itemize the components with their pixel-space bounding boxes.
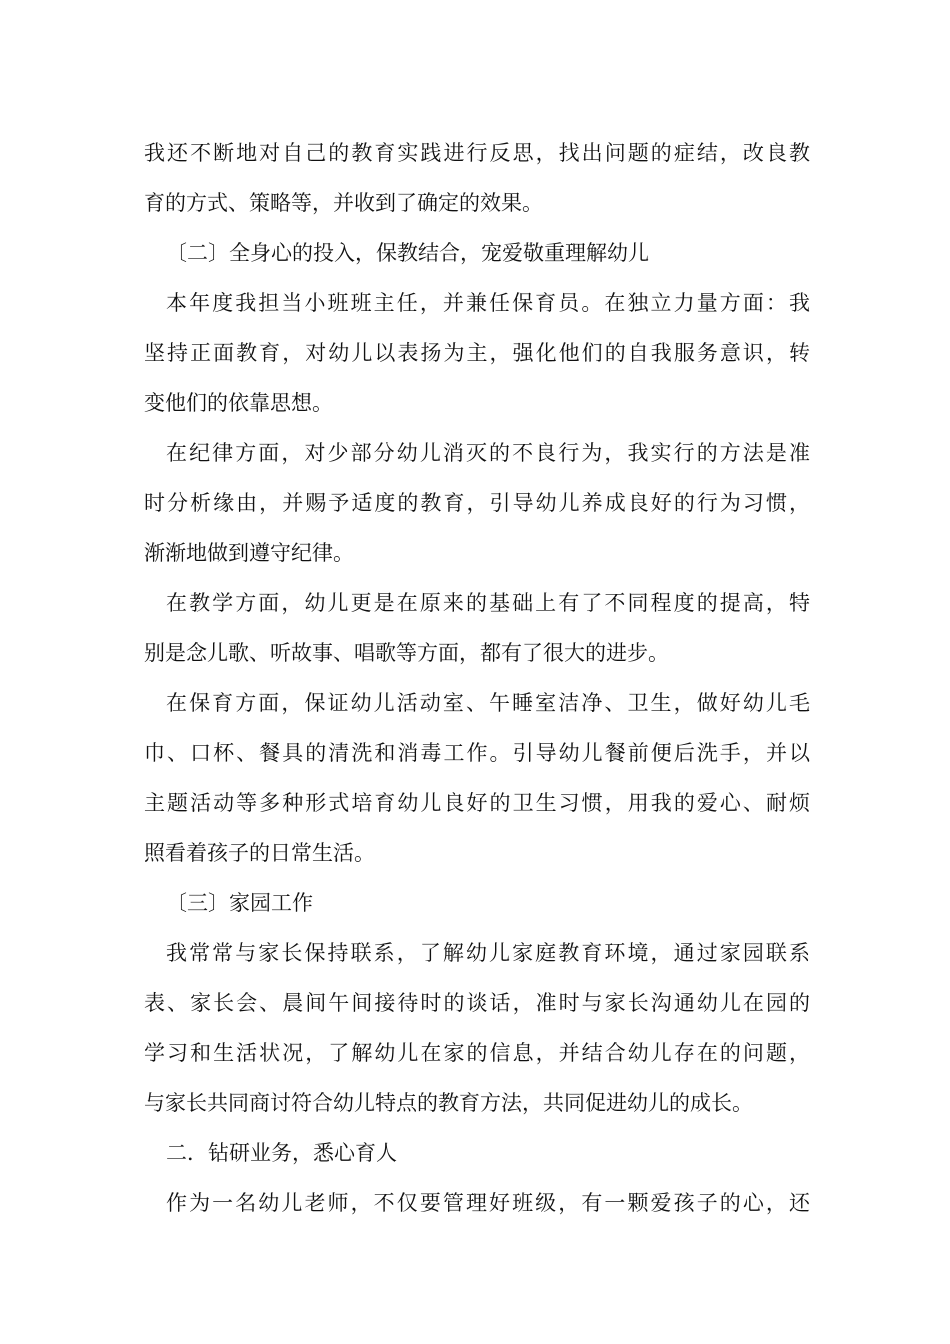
text-line: 表、家长会、晨间午间接待时的谈话，准时与家长沟通幼儿在园的 [144,991,810,1015]
text-line: 本年度我担当小班班主任，并兼任保育员。在独立力量方面：我 [166,291,810,315]
text-line: 在纪律方面，对少部分幼儿消灭的不良行为，我实行的方法是准 [166,441,810,465]
text-line: 在保育方面，保证幼儿活动室、午睡室洁净、卫生，做好幼儿毛 [166,691,810,715]
text-line: 在教学方面，幼儿更是在原来的基础上有了不同程度的提高，特 [166,591,810,615]
section-heading: 二．钻研业务，悉心育人 [166,1141,397,1165]
text-line: 照看着孩子的日常生活。 [144,841,375,865]
section-heading: 〔三〕家园工作 [166,891,313,915]
text-line: 育的方式、策略等，并收到了确定的效果。 [144,191,543,215]
text-line: 坚持正面教育，对幼儿以表扬为主，强化他们的自我服务意识，转 [144,341,810,365]
section-heading: 〔二〕全身心的投入，保教结合，宠爱敬重理解幼儿 [166,241,649,265]
text-line: 主题活动等多种形式培育幼儿良好的卫生习惯，用我的爱心、耐烦 [144,791,810,815]
text-line: 学习和生活状况，了解幼儿在家的信息，并结合幼儿存在的问题， [144,1041,810,1065]
text-line: 我常常与家长保持联系，了解幼儿家庭教育环境，通过家园联系 [166,941,810,965]
text-line: 作为一名幼儿老师，不仅要管理好班级，有一颗爱孩子的心，还 [166,1191,810,1215]
text-line: 变他们的依靠思想。 [144,391,333,415]
text-line: 时分析缘由，并赐予适度的教育，引导幼儿养成良好的行为习惯， [144,491,810,515]
text-line: 别是念儿歌、听故事、唱歌等方面，都有了很大的进步。 [144,641,669,665]
body-text [144,128,810,1228]
text-line: 我还不断地对自己的教育实践进行反思，找出问题的症结，改良教 [144,141,810,165]
text-line: 渐渐地做到遵守纪律。 [144,541,354,565]
text-line: 巾、口杯、餐具的清洗和消毒工作。引导幼儿餐前便后洗手，并以 [144,741,810,765]
text-line: 与家长共同商讨符合幼儿特点的教育方法，共同促进幼儿的成长。 [144,1091,753,1115]
